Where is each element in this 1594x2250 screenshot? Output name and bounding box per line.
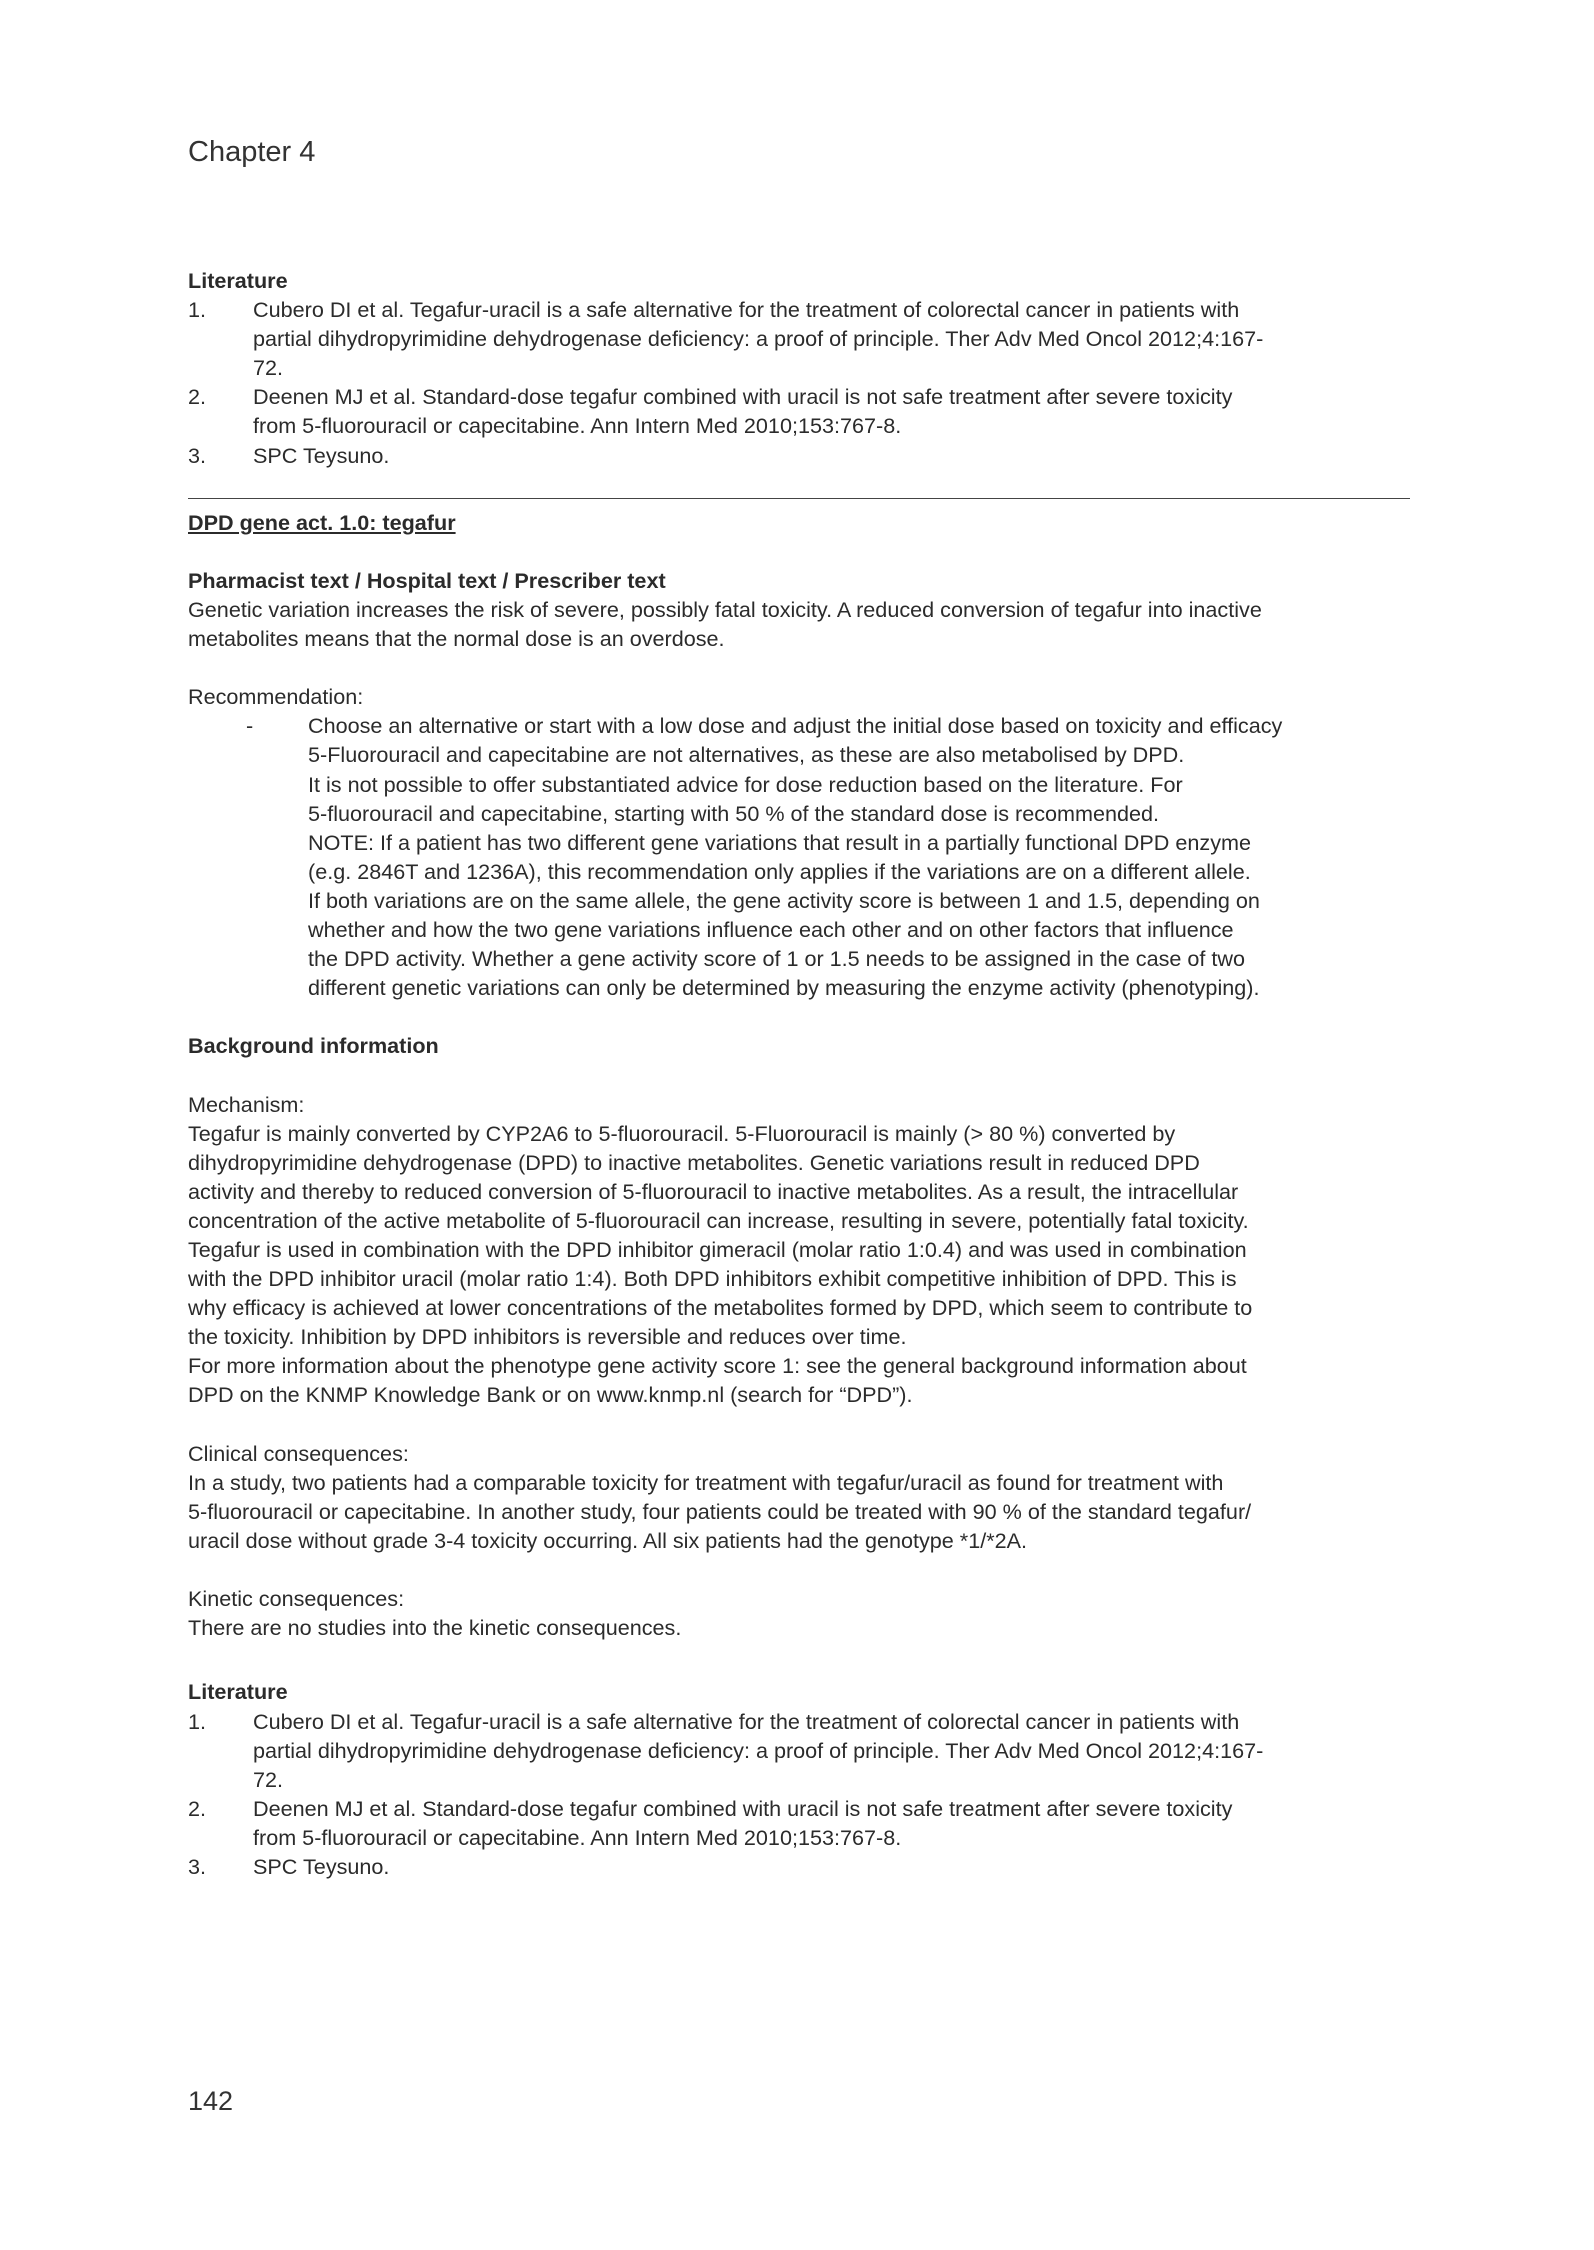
- reference-list: [188, 295, 1410, 470]
- literature-heading: Literature: [188, 268, 288, 293]
- reference-number: 3.: [188, 442, 207, 468]
- text-line: concentration of the active metabolite of 5-fluorouracil can increase, resulting in severe, potentially fatal toxicity.: [188, 1207, 1249, 1233]
- reference-item: [188, 1794, 1410, 1852]
- audience-heading: Pharmacist text / Hospital text / Prescriber text: [188, 567, 666, 593]
- text-line: with the DPD inhibitor uracil (molar ratio 1:4). Both DPD inhibitors exhibit competitive inhibition of DPD. This is: [188, 1266, 1237, 1292]
- clinical-text: [188, 1468, 1410, 1555]
- reference-line: Deenen MJ et al. Standard-dose tegafur combined with uracil is not safe treatment after severe toxicity: [253, 384, 1233, 410]
- reference-item: [188, 382, 1410, 440]
- reference-line: SPC Teysuno.: [253, 442, 390, 468]
- mechanism-text: [188, 1119, 1410, 1410]
- text-line: whether and how the two gene variations influence each other and on other factors that influence: [308, 916, 1234, 942]
- text-line: NOTE: If a patient has two different gene variations that result in a partially functional DPD enzyme: [308, 829, 1252, 855]
- reference-number: 2.: [188, 1795, 207, 1821]
- text-line: dihydropyrimidine dehydrogenase (DPD) to inactive metabolites. Genetic variations result in reduced DPD: [188, 1149, 1200, 1175]
- page-body: [188, 266, 1410, 1881]
- reference-line: Cubero DI et al. Tegafur-uracil is a safe alternative for the treatment of colorectal cancer in patients with: [253, 297, 1240, 323]
- literature-heading: Literature: [188, 1679, 288, 1705]
- reference-number: 2.: [188, 384, 207, 410]
- text-line: If both variations are on the same allele, the gene activity score is between 1 and 1.5, depending on: [308, 887, 1260, 913]
- section-title: DPD gene act. 1.0: tegafur: [188, 509, 456, 535]
- text-line: There are no studies into the kinetic consequences.: [188, 1615, 682, 1641]
- recommendation-label: Recommendation:: [188, 684, 364, 710]
- reference-line: 72.: [253, 355, 284, 381]
- reference-text: [253, 1794, 1410, 1852]
- reference-item: [188, 295, 1410, 382]
- reference-text: [253, 295, 1410, 382]
- reference-line: 72.: [253, 1766, 284, 1792]
- reference-number: 1.: [188, 1708, 207, 1734]
- reference-line: partial dihydropyrimidine dehydrogenase deficiency: a proof of principle. Ther Adv Med Oncol 2012;4:167-: [253, 326, 1264, 352]
- text-line: different genetic variations can only be determined by measuring the enzyme activity (phenotyping).: [308, 975, 1260, 1001]
- text-line: metabolites means that the normal dose is an overdose.: [188, 626, 725, 652]
- clinical-label: Clinical consequences:: [188, 1440, 409, 1466]
- reference-line: from 5-fluorouracil or capecitabine. Ann Intern Med 2010;153:767-8.: [253, 413, 902, 439]
- reference-text: [253, 1852, 1410, 1881]
- text-line: For more information about the phenotype gene activity score 1: see the general background information about: [188, 1353, 1247, 1379]
- recommendation-text: [308, 711, 1410, 1002]
- background-heading: Background information: [188, 1033, 439, 1059]
- reference-item: [188, 1707, 1410, 1794]
- page-number: 142: [188, 2086, 234, 2116]
- reference-line: SPC Teysuno.: [253, 1853, 390, 1879]
- reference-number: 3.: [188, 1853, 207, 1879]
- reference-item: [188, 1852, 1410, 1881]
- text-line: Tegafur is mainly converted by CYP2A6 to 5-fluorouracil. 5-Fluorouracil is mainly (> 80 %) converted by: [188, 1120, 1176, 1146]
- reference-line: partial dihydropyrimidine dehydrogenase deficiency: a proof of principle. Ther Adv Med Oncol 2012;4:167-: [253, 1737, 1264, 1763]
- reference-line: Cubero DI et al. Tegafur-uracil is a safe alternative for the treatment of colorectal cancer in patients with: [253, 1708, 1240, 1734]
- reference-list: [188, 1707, 1410, 1882]
- reference-item: [188, 441, 1410, 470]
- text-line: the toxicity. Inhibition by DPD inhibitors is reversible and reduces over time.: [188, 1324, 907, 1350]
- reference-number: 1.: [188, 297, 207, 323]
- text-line: Choose an alternative or start with a low dose and adjust the initial dose based on toxicity and efficacy: [308, 713, 1283, 739]
- reference-text: [253, 382, 1410, 440]
- reference-line: from 5-fluorouracil or capecitabine. Ann Intern Med 2010;153:767-8.: [253, 1824, 902, 1850]
- reference-text: [253, 441, 1410, 470]
- text-line: uracil dose without grade 3-4 toxicity occurring. All six patients had the genotype *1/*2A.: [188, 1527, 1028, 1553]
- text-line: 5-Fluorouracil and capecitabine are not alternatives, as these are also metabolised by DPD.: [308, 742, 1185, 768]
- recommendation-item: [188, 711, 1410, 1002]
- reference-line: Deenen MJ et al. Standard-dose tegafur combined with uracil is not safe treatment after severe toxicity: [253, 1795, 1233, 1821]
- mechanism-label: Mechanism:: [188, 1091, 305, 1117]
- text-line: Tegafur is used in combination with the DPD inhibitor gimeracil (molar ratio 1:0.4) and was used in combination: [188, 1237, 1247, 1262]
- text-line: (e.g. 2846T and 1236A), this recommendation only applies if the variations are on a different allele.: [308, 858, 1251, 884]
- kinetic-label: Kinetic consequences:: [188, 1586, 405, 1612]
- chapter-header: Chapter 4: [188, 136, 316, 168]
- intro-text: [188, 595, 1410, 653]
- text-line: activity and thereby to reduced conversion of 5-fluorouracil to inactive metabolites. As a result, the intracellular: [188, 1178, 1239, 1204]
- text-line: In a study, two patients had a comparable toxicity for treatment with tegafur/uracil as found for treatment with: [188, 1469, 1224, 1495]
- text-line: why efficacy is achieved at lower concentrations of the metabolites formed by DPD, which seem to contribute to: [188, 1295, 1253, 1321]
- list-dash: -: [246, 713, 254, 739]
- text-line: 5-fluorouracil and capecitabine, starting with 50 % of the standard dose is recommended.: [308, 800, 1160, 826]
- text-line: Genetic variation increases the risk of severe, possibly fatal toxicity. A reduced conversion of tegafur into inactive: [188, 596, 1262, 622]
- text-line: 5-fluorouracil or capecitabine. In another study, four patients could be treated with 90 % of the standard tegafur/: [188, 1498, 1252, 1524]
- kinetic-text: [188, 1613, 1410, 1642]
- section-divider: [188, 498, 1410, 499]
- text-line: It is not possible to offer substantiated advice for dose reduction based on the literature. For: [308, 771, 1183, 797]
- text-line: DPD on the KNMP Knowledge Bank or on www.knmp.nl (search for “DPD”).: [188, 1382, 913, 1408]
- text-line: the DPD activity. Whether a gene activity score of 1 or 1.5 needs to be assigned in the case of two: [308, 946, 1246, 972]
- reference-text: [253, 1707, 1410, 1794]
